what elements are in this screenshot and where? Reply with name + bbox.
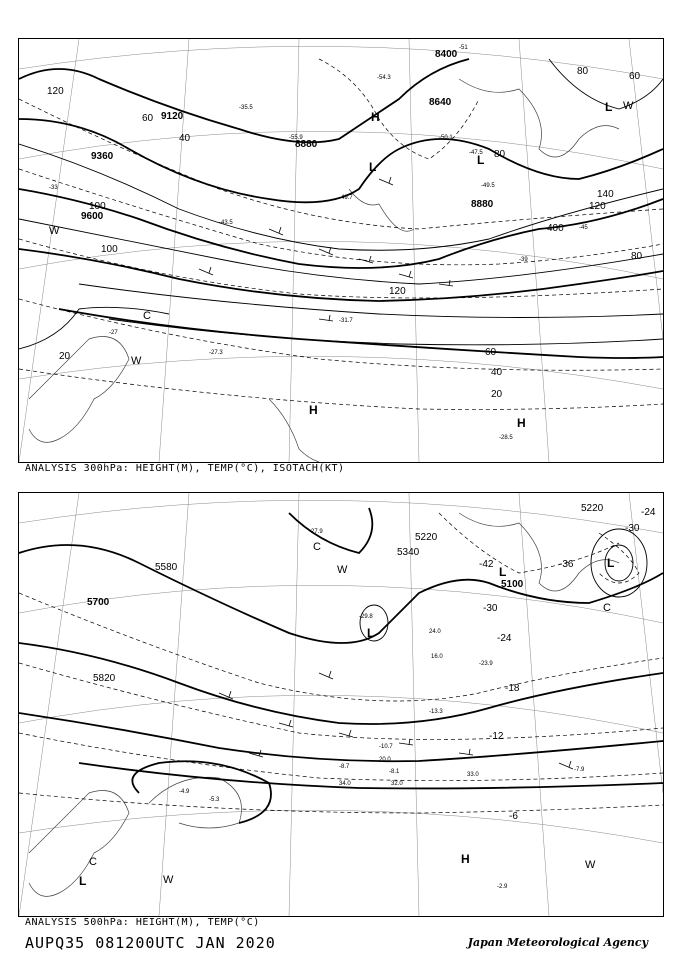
- height-label: 9600: [81, 211, 104, 222]
- station-temps: [179, 529, 585, 890]
- cold-center: C: [313, 541, 321, 553]
- isotach-label: 100: [89, 201, 106, 212]
- station-temp: -55.9: [289, 135, 303, 141]
- station-temp: -5.3: [209, 797, 220, 803]
- station-temp: -35.5: [239, 105, 253, 111]
- height-contours: [19, 508, 663, 823]
- isotherm-label: -12: [489, 731, 504, 742]
- isotach-label: 40: [179, 133, 191, 144]
- isotach-label: 80: [577, 66, 589, 77]
- height-label: 9120: [161, 111, 184, 122]
- warm-center: W: [163, 874, 174, 886]
- station-temp: -2.9: [497, 884, 508, 890]
- isotach-label: 40: [491, 367, 503, 378]
- height-label: 5700: [87, 597, 110, 608]
- high-center: H: [461, 852, 470, 866]
- low-center: L: [369, 160, 377, 174]
- low-center: L: [79, 874, 87, 888]
- map-300hpa: [19, 39, 663, 462]
- caption-500hpa: ANALYSIS 500hPa: HEIGHT(M), TEMP(°C): [25, 917, 260, 928]
- station-temp: 33.0: [467, 772, 479, 778]
- station-temp: -27: [109, 330, 118, 336]
- coastline: [29, 513, 619, 896]
- low-center: L: [499, 565, 507, 579]
- station-temp: -39: [519, 257, 528, 263]
- isotachs: [19, 59, 663, 349]
- station-temp: 24.0: [429, 629, 441, 635]
- isotach-label: 60: [485, 347, 497, 358]
- isotherm-labels: [479, 507, 656, 822]
- pressure-centers: [49, 100, 634, 430]
- station-temp: 20.0: [379, 757, 391, 763]
- isotherm-label: -30: [625, 523, 640, 534]
- station-temp: -54.3: [377, 75, 391, 81]
- isotherm-label: -18: [505, 683, 520, 694]
- isotach-label: 140: [597, 189, 614, 200]
- low-center: L: [367, 626, 375, 640]
- station-temp: 32.0: [391, 781, 403, 787]
- station-temp: -49.7: [339, 195, 353, 201]
- isotach-label: 60: [629, 71, 641, 82]
- height-contours: [19, 59, 663, 358]
- isotach-label: 120: [47, 86, 64, 97]
- station-temp: -29.8: [359, 614, 373, 620]
- station-temp: -51: [459, 45, 468, 51]
- isotach-label: 120: [589, 201, 606, 212]
- cold-center: C: [143, 310, 151, 322]
- isotach-label: 80: [631, 251, 643, 262]
- station-temp: -8.1: [389, 769, 400, 775]
- high-center: H: [371, 110, 380, 124]
- station-temp: -50.1: [439, 135, 453, 141]
- coastline: [29, 79, 619, 462]
- station-temp: -27.9: [309, 529, 323, 535]
- graticule: [19, 493, 663, 916]
- height-label: 8640: [429, 97, 452, 108]
- isotach-labels: [47, 66, 643, 400]
- station-temp: -8.7: [339, 764, 350, 770]
- isotherm-label: -42: [479, 559, 494, 570]
- bulletin-code: AUPQ35 081200UTC JAN 2020: [25, 934, 276, 952]
- cold-center: C: [603, 602, 611, 614]
- height-label: 8880: [471, 199, 494, 210]
- low-center: L: [607, 556, 615, 570]
- high-center: H: [309, 403, 318, 417]
- isotherm-label: -24: [641, 507, 656, 518]
- isotherm-label: -6: [509, 811, 518, 822]
- station-temp: -33: [49, 185, 58, 191]
- isotherm-label: -36: [559, 559, 574, 570]
- warm-center: W: [623, 100, 634, 112]
- warm-center: W: [131, 355, 142, 367]
- station-temp: -43.5: [219, 220, 233, 226]
- low-center: L: [477, 153, 485, 167]
- height-label: 5820: [93, 673, 116, 684]
- station-temp: -4.9: [179, 789, 190, 795]
- height-label: 8880: [295, 139, 318, 150]
- isotach-label: 400: [547, 223, 564, 234]
- warm-center: W: [49, 225, 60, 237]
- station-temp: -49.5: [481, 183, 495, 189]
- warm-center: W: [337, 564, 348, 576]
- station-temps: [49, 45, 588, 441]
- station-temp: -23.9: [479, 661, 493, 667]
- chart-300hpa: [18, 38, 664, 463]
- low-center: L: [605, 100, 613, 114]
- warm-center: W: [585, 859, 596, 871]
- station-temp: -13.3: [429, 709, 443, 715]
- station-temp: -7.9: [574, 767, 585, 773]
- height-label: 5580: [155, 562, 178, 573]
- isotach-label: 60: [142, 113, 154, 124]
- isotach-label: 20: [59, 351, 71, 362]
- caption-300hpa: ANALYSIS 300hPa: HEIGHT(M), TEMP(°C), ISOTACH(KT): [25, 463, 345, 474]
- station-temp: -28.5: [499, 435, 513, 441]
- map-500hpa: [19, 493, 663, 916]
- station-temp: -27.3: [209, 350, 223, 356]
- station-temp: -47.5: [469, 150, 483, 156]
- isotach-label: 100: [101, 244, 118, 255]
- chart-500hpa: [18, 492, 664, 917]
- cold-center: C: [89, 856, 97, 868]
- height-label: 9360: [91, 151, 114, 162]
- isotherm-label: -24: [497, 633, 512, 644]
- height-label: 5220: [415, 532, 438, 543]
- station-temp: 16.0: [431, 654, 443, 660]
- height-label: 8400: [435, 49, 458, 60]
- isotach-label: 20: [491, 389, 503, 400]
- height-label: 5220: [581, 503, 604, 514]
- isotach-label: 120: [389, 286, 406, 297]
- isotherm-label: -30: [483, 603, 498, 614]
- isotach-label: 80: [494, 149, 506, 160]
- agency-credit: Japan Meteorological Agency: [467, 936, 648, 949]
- station-temp: -31.7: [339, 318, 353, 324]
- station-temp: -45: [579, 225, 588, 231]
- high-center: H: [517, 416, 526, 430]
- height-label: 5340: [397, 547, 420, 558]
- station-temp: 34.0: [339, 781, 351, 787]
- station-temp: -10.7: [379, 744, 393, 750]
- height-label: 5100: [501, 579, 524, 590]
